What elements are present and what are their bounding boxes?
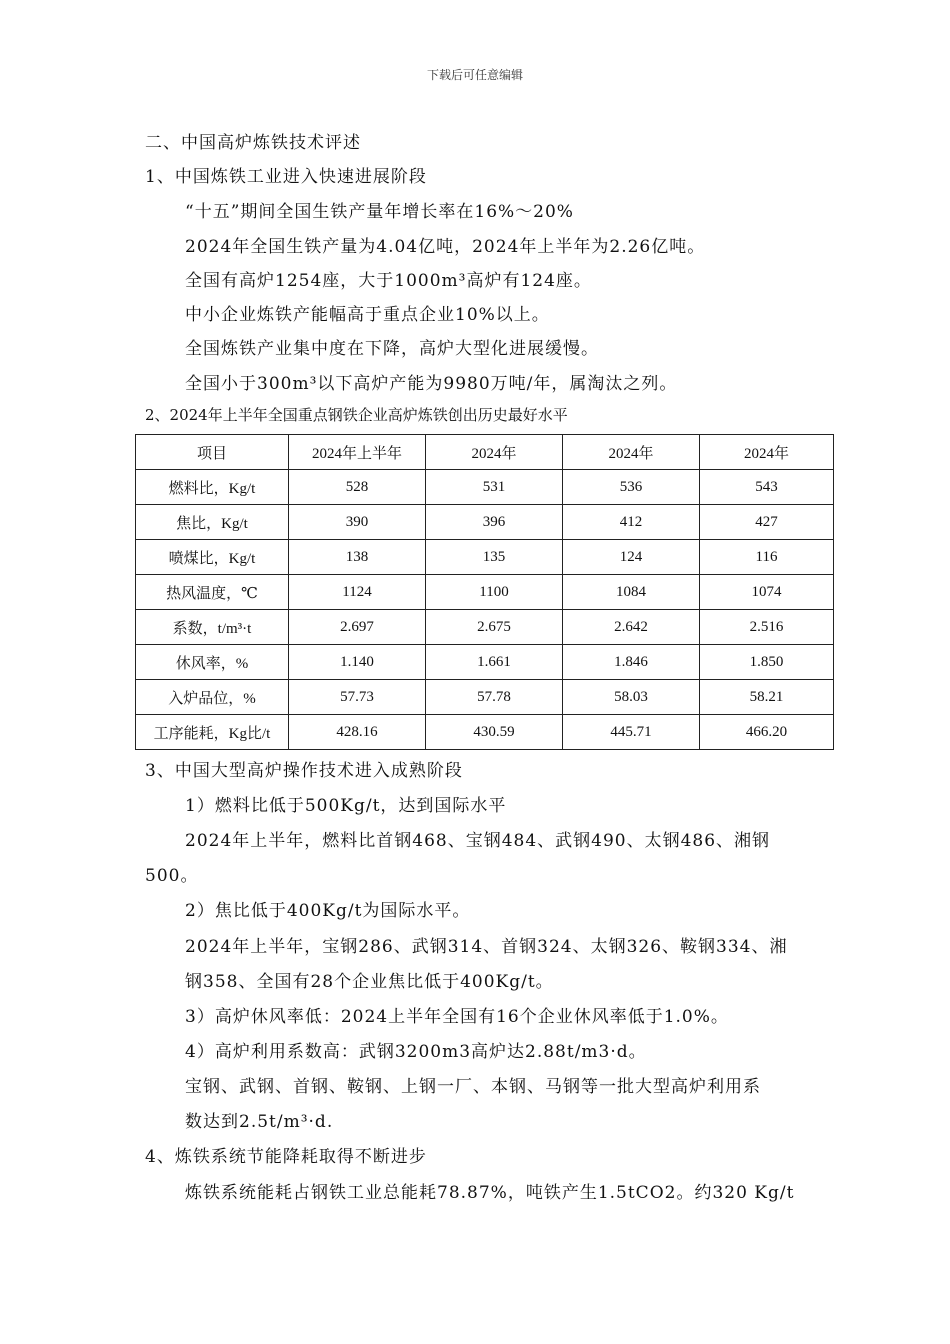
- table-cell: 入炉品位，%: [136, 680, 289, 715]
- s3-line-2: 2024年上半年，燃料比首钢468、宝钢484、武钢490、太钢486、湘钢: [185, 831, 771, 851]
- table-cell: 427: [700, 505, 834, 540]
- s3-line-6: 钢358、全国有28个企业焦比低于400Kg/t。: [185, 972, 554, 992]
- table-cell: 58.21: [700, 680, 834, 715]
- s3-line-8: 4）高炉利用系数高：武钢3200m3高炉达2.88t/m3·d。: [185, 1042, 647, 1062]
- s3-line-10: 数达到2.5t/m³·d.: [185, 1112, 334, 1132]
- table-cell: 58.03: [563, 680, 700, 715]
- table-cell: 2.675: [426, 610, 563, 645]
- table-row: [136, 505, 834, 540]
- s1-line-2: 2024年全国生铁产量为4.04亿吨，2024年上半年为2.26亿吨。: [185, 237, 706, 257]
- table-cell: 445.71: [563, 715, 700, 750]
- s3-line-4: 2）焦比低于400Kg/t为国际水平。: [185, 901, 471, 921]
- table-cell: 412: [563, 505, 700, 540]
- table-header-cell: 2024年: [700, 435, 834, 470]
- s3-line-3: 500。: [145, 866, 199, 886]
- s1-line-1: “十五”期间全国生铁产量年增长率在16%～20%: [185, 202, 574, 222]
- blast-furnace-stats-table: [135, 434, 834, 750]
- table-cell: 430.59: [426, 715, 563, 750]
- s3-line-5: 2024年上半年，宝钢286、武钢314、首钢324、太钢326、鞍钢334、湘: [185, 937, 788, 957]
- s1-line-5: 全国炼铁产业集中度在下降，高炉大型化进展缓慢。: [185, 339, 599, 359]
- subsection-1-title: 1、中国炼铁工业进入快速进展阶段: [145, 167, 427, 187]
- table-cell: 2.516: [700, 610, 834, 645]
- table-row: [136, 610, 834, 645]
- table-cell: 428.16: [289, 715, 426, 750]
- table-cell: 工序能耗，Kg比/t: [136, 715, 289, 750]
- table-cell: 135: [426, 540, 563, 575]
- table-header-cell: 2024年: [426, 435, 563, 470]
- table-cell: 热风温度，℃: [136, 575, 289, 610]
- table-cell: 536: [563, 470, 700, 505]
- table-cell: 138: [289, 540, 426, 575]
- table-cell: 系数，t/m³·t: [136, 610, 289, 645]
- subsection-3-title: 3、中国大型高炉操作技术进入成熟阶段: [145, 761, 463, 781]
- s1-line-6: 全国小于300m³以下高炉产能为9980万吨/年，属淘汰之列。: [185, 374, 678, 394]
- table-cell: 528: [289, 470, 426, 505]
- table-cell: 1.846: [563, 645, 700, 680]
- table-cell: 1100: [426, 575, 563, 610]
- s3-line-7: 3）高炉休风率低：2024上半年全国有16个企业休风率低于1.0%。: [185, 1007, 729, 1027]
- table-cell: 396: [426, 505, 563, 540]
- table-row: [136, 470, 834, 505]
- table-cell: 57.73: [289, 680, 426, 715]
- table-header-cell: 2024年: [563, 435, 700, 470]
- s1-line-4: 中小企业炼铁产能幅高于重点企业10%以上。: [185, 305, 550, 325]
- table-cell: 531: [426, 470, 563, 505]
- s3-line-1: 1）燃料比低于500Kg/t，达到国际水平: [185, 796, 507, 816]
- s1-line-3: 全国有高炉1254座，大于1000m³高炉有124座。: [185, 271, 592, 291]
- table-header-cell: 项目: [136, 435, 289, 470]
- section-title: 二、中国高炉炼铁技术评述: [145, 133, 361, 153]
- table-cell: 1.850: [700, 645, 834, 680]
- table-cell: 1124: [289, 575, 426, 610]
- table-row: [136, 715, 834, 750]
- table-cell: 1084: [563, 575, 700, 610]
- table-cell: 2.697: [289, 610, 426, 645]
- table-cell: 390: [289, 505, 426, 540]
- table-cell: 124: [563, 540, 700, 575]
- table-row: [136, 680, 834, 715]
- subsection-2-title: 2、2024年上半年全国重点钢铁企业高炉炼铁创出历史最好水平: [145, 406, 568, 424]
- table-cell: 543: [700, 470, 834, 505]
- table-row: [136, 575, 834, 610]
- table-cell: 2.642: [563, 610, 700, 645]
- s4-line-1: 炼铁系统能耗占钢铁工业总能耗78.87%，吨铁产生1.5tCO2。约320 Kg/t: [185, 1183, 795, 1203]
- page-header: 下载后可任意编辑: [426, 68, 523, 82]
- subsection-4-title: 4、炼铁系统节能降耗取得不断进步: [145, 1147, 427, 1167]
- table-row: [136, 645, 834, 680]
- table-cell: 57.78: [426, 680, 563, 715]
- table-cell: 466.20: [700, 715, 834, 750]
- s3-line-9: 宝钢、武钢、首钢、鞍钢、上钢一厂、本钢、马钢等一批大型高炉利用系: [185, 1077, 761, 1097]
- table-header-row: [136, 435, 834, 470]
- table-cell: 1.140: [289, 645, 426, 680]
- table-cell: 116: [700, 540, 834, 575]
- table-header-cell: 2024年上半年: [289, 435, 426, 470]
- table-row: [136, 540, 834, 575]
- table-cell: 休风率，%: [136, 645, 289, 680]
- table-cell: 燃料比，Kg/t: [136, 470, 289, 505]
- table-cell: 1074: [700, 575, 834, 610]
- table-cell: 喷煤比，Kg/t: [136, 540, 289, 575]
- table-cell: 1.661: [426, 645, 563, 680]
- table-cell: 焦比，Kg/t: [136, 505, 289, 540]
